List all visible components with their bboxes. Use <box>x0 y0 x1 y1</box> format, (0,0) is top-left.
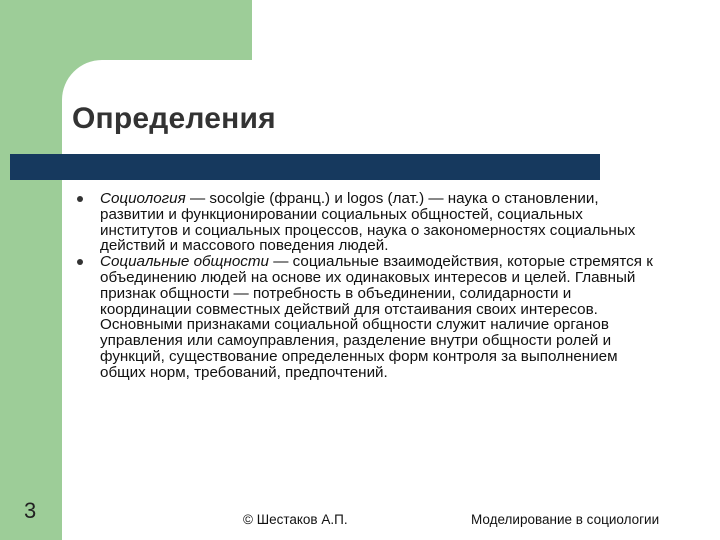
definition-term: Социология <box>100 190 186 207</box>
definition-term: Социальные общности <box>100 253 269 271</box>
list-item <box>74 254 664 380</box>
title-rule <box>10 154 600 180</box>
list-item <box>74 191 664 254</box>
slide-number: 3 <box>24 498 37 523</box>
definition-text: — socolgie (франц.) и logos (лат.) — наука о становлении, развитии и функционировании социальных общностей, социальных институтов и социальных процессов, наука о закономерностях социальных действий и массового поведения людей. <box>100 190 636 255</box>
bullet-icon <box>77 259 83 265</box>
bullet-icon <box>77 196 83 202</box>
page-title: Определения <box>72 102 276 135</box>
definition-text: — социальные взаимодействия, которые стремятся к объединению людей на основе их одинаковых интересов и целей. Главный признак общности — потребность в объединении, солидарности и координации совместных действий для отстаивания своих интересов. Основными признаками социальной общности служит наличие органов управления или самоуправления, разделение внутри общности ролей и функций, существование определенных форм контроля за выполнением общих норм, требований, предпочтений. <box>100 253 653 381</box>
footer-course-title: Моделирование в социологии <box>471 512 660 527</box>
bullet-list <box>74 191 664 381</box>
footer-copyright: © Шестаков А.П. <box>243 512 348 527</box>
